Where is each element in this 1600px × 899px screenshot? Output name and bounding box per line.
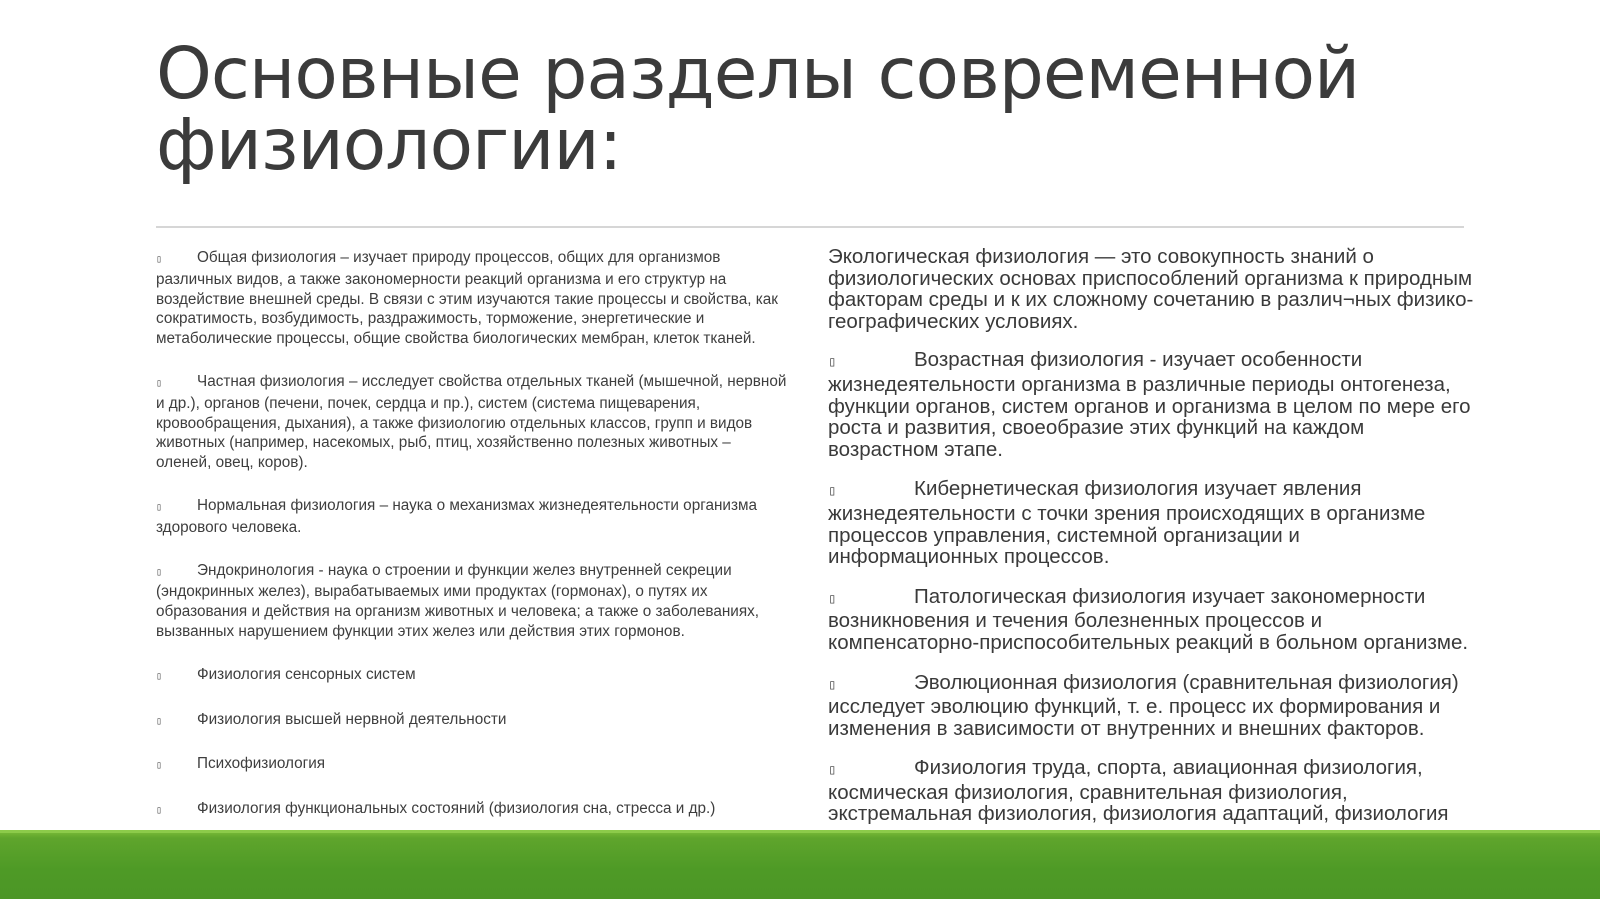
list-item (156, 372, 788, 473)
bullet-icon: ▯ (828, 590, 837, 607)
list-item-text: Физиология высшей нервной деятельности (197, 710, 507, 728)
bullet-icon: ▯ (828, 354, 837, 371)
list-item (156, 561, 788, 642)
list-item (156, 799, 788, 821)
list-item-text: Нормальная физиология – наука о механизмах жизнедеятельности организма здорового человека. (156, 496, 757, 536)
list-item-text: Возрастная физиология - изучает особенности жизнедеятельности организма в различные периоды онтогенеза, функции органов, систем органов и организма в целом по мере его роста и развития, своеобразие этих функций на каждом возрастном этапе. (828, 348, 1471, 461)
list-item (156, 496, 788, 538)
title-divider (156, 226, 1464, 228)
list-item-text: Патологическая физиология изучает закономерности возникновения и течения болезненных процессов и компенсаторно-приспособительных реакций в больном организме. (828, 584, 1469, 654)
list-item-text: Общая физиология – изучает природу процессов, общих для организмов различных видов, а также закономерности реакций организма и его структур на воздействие внешней среды. В связи с этим изучаются такие процессы и свойства, как сократимость, возбудимость, раздражимость, торможение, энергетические и метаболические процессы, общие свойства биологических мембран, клеток тканей. (156, 249, 778, 348)
left-column (156, 248, 788, 844)
slide-title: Основные разделы современной физиологии: (156, 32, 1360, 186)
bullet-icon: ▯ (156, 670, 163, 682)
list-item (156, 754, 788, 776)
list-item (828, 672, 1474, 740)
intro-paragraph: Экологическая физиология — это совокупность знаний о физиологических основах приспособлений организма к природным факторам среды и к их сложному сочетанию в различ¬ных физико-географических условиях. (828, 245, 1474, 333)
list-item-text: Физиология сенсорных систем (197, 665, 416, 683)
list-item (156, 710, 788, 732)
list-item-text: Эволюционная физиология (сравнительная физиология) исследует эволюцию функций, т. е. процесс их формирования и изменения в зависимости от внутренних и внешних факторов. (828, 670, 1459, 740)
bullet-icon: ▯ (156, 715, 163, 727)
list-item-text: Частная физиология – исследует свойства отдельных тканей (мышечной, нервной и др.), органов (печени, почек, сердца и пр.), систем (система пищеварения, кровообращения, дыхания), а также физиологию отдельных классов, групп и видов животных (например, насекомых, рыб, птиц, хозяйственно полезных животных – оленей, овец, коров). (156, 372, 787, 472)
bullet-icon: ▯ (156, 254, 163, 265)
bullet-icon: ▯ (828, 676, 837, 693)
list-item-text: Физиология функциональных состояний (физиология сна, стресса и др.) (197, 800, 716, 818)
bullet-icon: ▯ (156, 805, 163, 817)
list-item (828, 478, 1474, 567)
list-item-text: Физиология труда, спорта, авиационная физиология, космическая физиология, сравнительная физиология, экстремальная физиология, физиология адаптаций, физиология (828, 756, 1449, 826)
list-item (156, 665, 788, 687)
bullet-icon: ▯ (828, 483, 837, 500)
right-column (828, 246, 1474, 865)
list-item (828, 586, 1474, 654)
list-item (156, 248, 788, 349)
bullet-icon: ▯ (828, 762, 837, 779)
bullet-icon: ▯ (156, 501, 163, 513)
list-item-text: Эндокринология - наука о строении и функции желез внутренней секреции (эндокринных желез), вырабатываемых ими продуктах (гормонах), о путях их образования и действия на организм животных и человека; а также о заболеваниях, вызванных нарушением функции этих желез или действия этих гормонов. (156, 561, 760, 640)
bullet-icon: ▯ (156, 760, 163, 772)
bullet-icon: ▯ (156, 377, 163, 389)
green-footer-highlight (0, 830, 1600, 833)
list-item-text: Кибернетическая физиология изучает явления жизнедеятельности с точки зрения происходящих в организме процессов управления, системной организации и информационных процессов. (828, 477, 1426, 569)
green-footer-band (0, 830, 1600, 899)
list-item (828, 349, 1474, 460)
bullet-icon: ▯ (156, 566, 163, 578)
list-item-text: Психофизиология (197, 755, 326, 773)
